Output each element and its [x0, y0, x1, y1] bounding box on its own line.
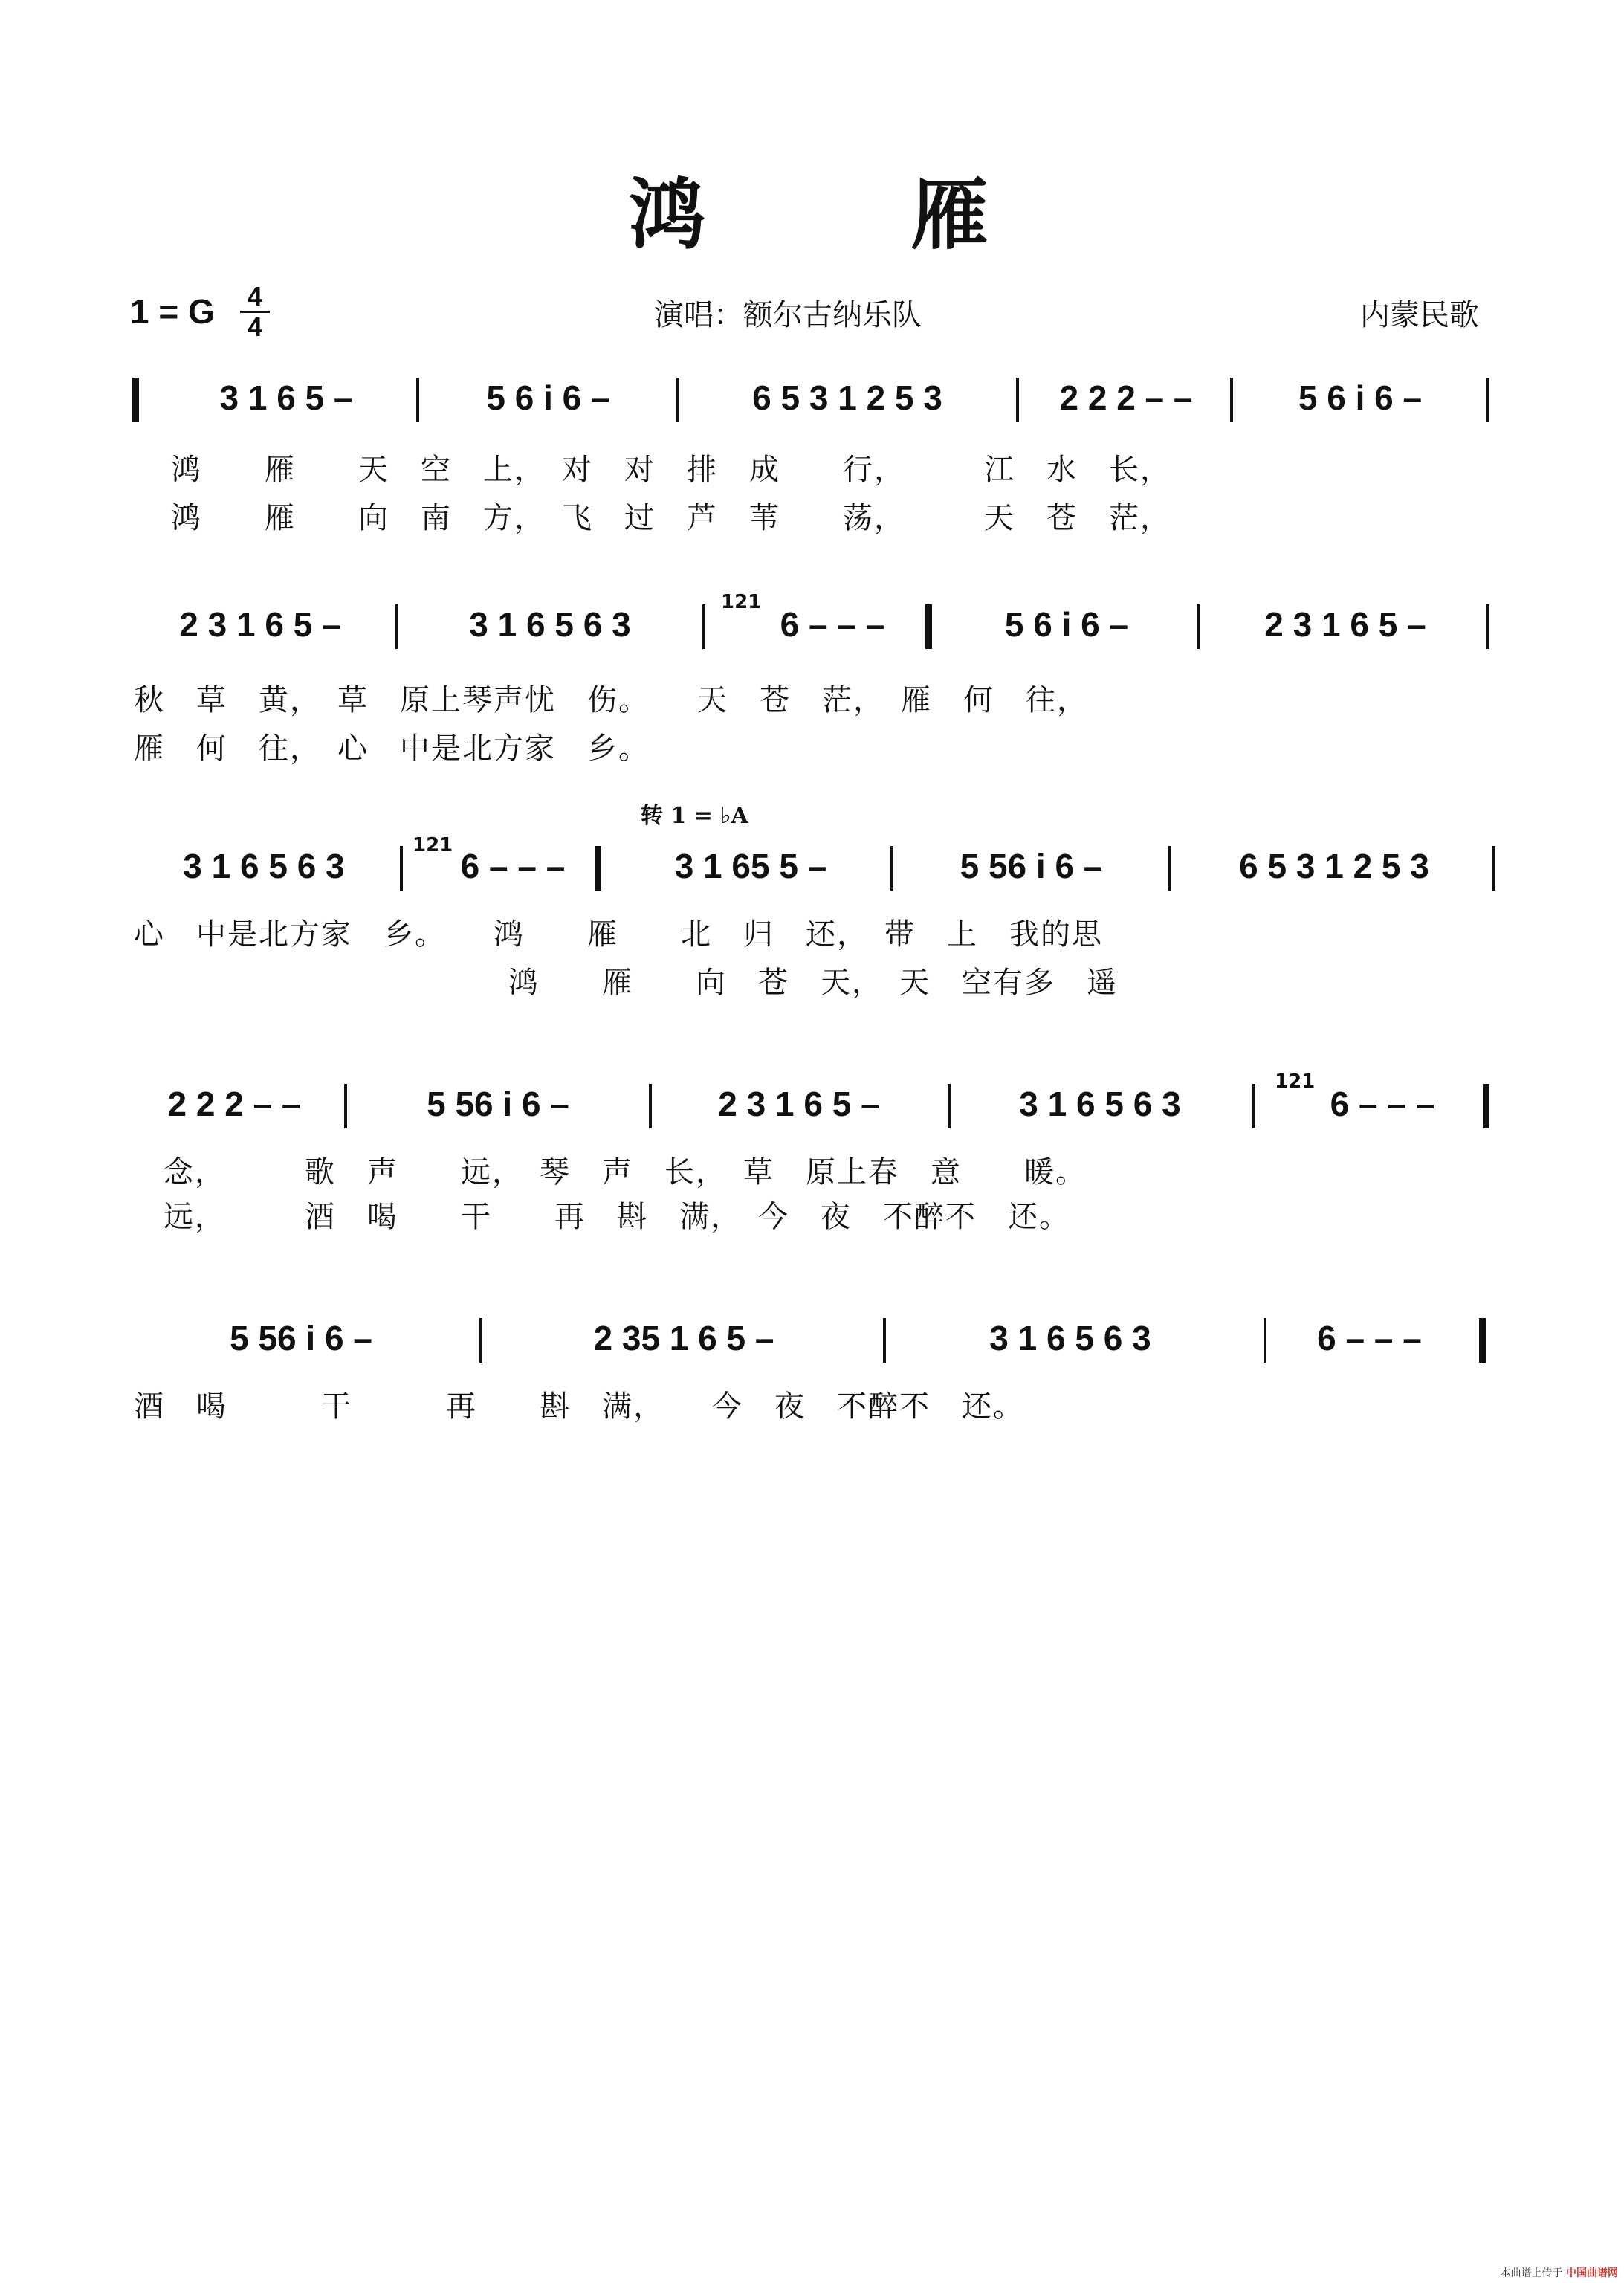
lyric-verse-2: 鸿 雁 向 苍 天， 天 空有多 遥 — [134, 966, 1118, 1000]
measure: 3 1 6 5 – — [219, 378, 353, 417]
key-signature: 1 = G — [130, 292, 215, 331]
barline — [479, 1318, 482, 1363]
barline — [676, 378, 679, 422]
barline — [948, 1084, 951, 1128]
measure: 5 56 i 6 – — [960, 847, 1103, 885]
time-signature-bottom: 4 — [247, 311, 263, 342]
origin-credit: 内蒙民歌 — [1360, 298, 1479, 332]
measure: 2 3 1 6 5 – — [179, 605, 341, 644]
score-row-4 — [0, 1071, 1624, 1234]
measure: 2 35 1 6 5 – — [593, 1319, 774, 1357]
repeat-start-barline — [132, 378, 139, 422]
measure: 6 5 3 1 2 5 3 — [1239, 847, 1429, 885]
barline — [702, 604, 705, 649]
measure: 2 3 1 6 5 – — [1264, 605, 1426, 644]
measure: 2 3 1 6 5 – — [718, 1085, 880, 1123]
barline — [1252, 1084, 1255, 1128]
lyric-verse-1: 心 中是北方家 乡。 鸿 雁 北 归 还， 带 上 我的思 — [134, 917, 1103, 952]
time-signature — [240, 281, 270, 342]
footer-upload-text: 本曲谱上传于 — [1500, 2267, 1563, 2279]
page-title: 鸿 雁 — [628, 169, 1078, 260]
measure: 2 2 2 – – — [1059, 378, 1193, 417]
barline — [1492, 846, 1495, 891]
score-row-2 — [0, 591, 1624, 766]
barline — [344, 1084, 347, 1128]
measure: 5 56 i 6 – — [427, 1085, 569, 1123]
measure: 3 1 6 5 6 3 — [183, 847, 345, 885]
barline — [416, 378, 419, 422]
lyric-verse-2: 雁 何 往， 心 中是北方家 乡。 — [134, 732, 650, 766]
score-row-3 — [0, 834, 1624, 1000]
lyric-verse-1: 鸿 雁 天 空 上， 对 对 排 成 行， 江 水 长， — [171, 453, 1171, 487]
footer-credit — [1501, 2265, 1618, 2280]
lyric-verse-1: 秋 草 黄， 草 原上琴声忧 伤。 天 苍 茫， 雁 何 往， — [134, 683, 1088, 717]
final-barline — [1479, 1318, 1486, 1363]
lyric-verse-1: 酒 喝 干 再 斟 满， 今 夜 不醉不 还。 — [134, 1389, 1024, 1424]
measure: 5 6 i 6 – — [1298, 378, 1423, 417]
barline — [883, 1318, 886, 1363]
measure: 6 5 3 1 2 5 3 — [752, 378, 942, 417]
measure: 3 1 6 5 6 3 — [469, 605, 631, 644]
measure: 2 2 2 – – — [167, 1085, 301, 1123]
barline — [395, 604, 398, 649]
ornament-grace-notes: 121 — [1275, 1071, 1316, 1093]
repeat-start-barline — [595, 846, 601, 891]
measure: 5 6 i 6 – — [486, 378, 610, 417]
measure: 6 – – – — [780, 605, 885, 644]
repeat-end-barline — [925, 604, 932, 649]
modulation-marker: 转 1 = ♭A — [641, 803, 748, 829]
ornament-grace-notes: 121 — [721, 591, 762, 613]
barline — [1197, 604, 1200, 649]
barline — [890, 846, 893, 891]
singer-credit: 演唱：额尔古纳乐队 — [654, 298, 922, 332]
measure: 6 – – – — [1330, 1085, 1435, 1123]
measure: 6 – – – — [460, 847, 566, 885]
time-signature-top: 4 — [247, 281, 263, 311]
repeat-end-barline — [1483, 1084, 1489, 1128]
lyric-verse-2: 鸿 雁 向 南 方， 飞 过 芦 苇 荡， 天 苍 茫， — [171, 501, 1171, 535]
barline — [1486, 604, 1489, 649]
measure: 6 – – – — [1317, 1319, 1422, 1357]
ornament-grace-notes: 121 — [413, 834, 453, 856]
measure: 3 1 6 5 6 3 — [1019, 1085, 1181, 1123]
measure: 5 6 i 6 – — [1004, 605, 1129, 644]
lyric-verse-1: 念， 歌 声 远， 琴 声 长， 草 原上春 意 暖。 — [164, 1155, 1087, 1189]
score-row-1 — [0, 372, 1624, 535]
barline — [1486, 378, 1489, 422]
measure: 3 1 6 5 6 3 — [989, 1319, 1151, 1357]
barline — [400, 846, 403, 891]
measure: 5 56 i 6 – — [230, 1319, 372, 1357]
score-row-5 — [0, 1312, 1624, 1461]
barline — [1264, 1318, 1266, 1363]
barline — [1016, 378, 1019, 422]
barline — [649, 1084, 652, 1128]
site-logo[interactable]: 中国曲谱网 — [1566, 2267, 1618, 2279]
barline — [1230, 378, 1233, 422]
measure: 3 1 65 5 – — [674, 847, 827, 885]
lyric-verse-2: 远， 酒 喝 干 再 斟 满， 今 夜 不醉不 还。 — [164, 1200, 1070, 1234]
barline — [1168, 846, 1171, 891]
